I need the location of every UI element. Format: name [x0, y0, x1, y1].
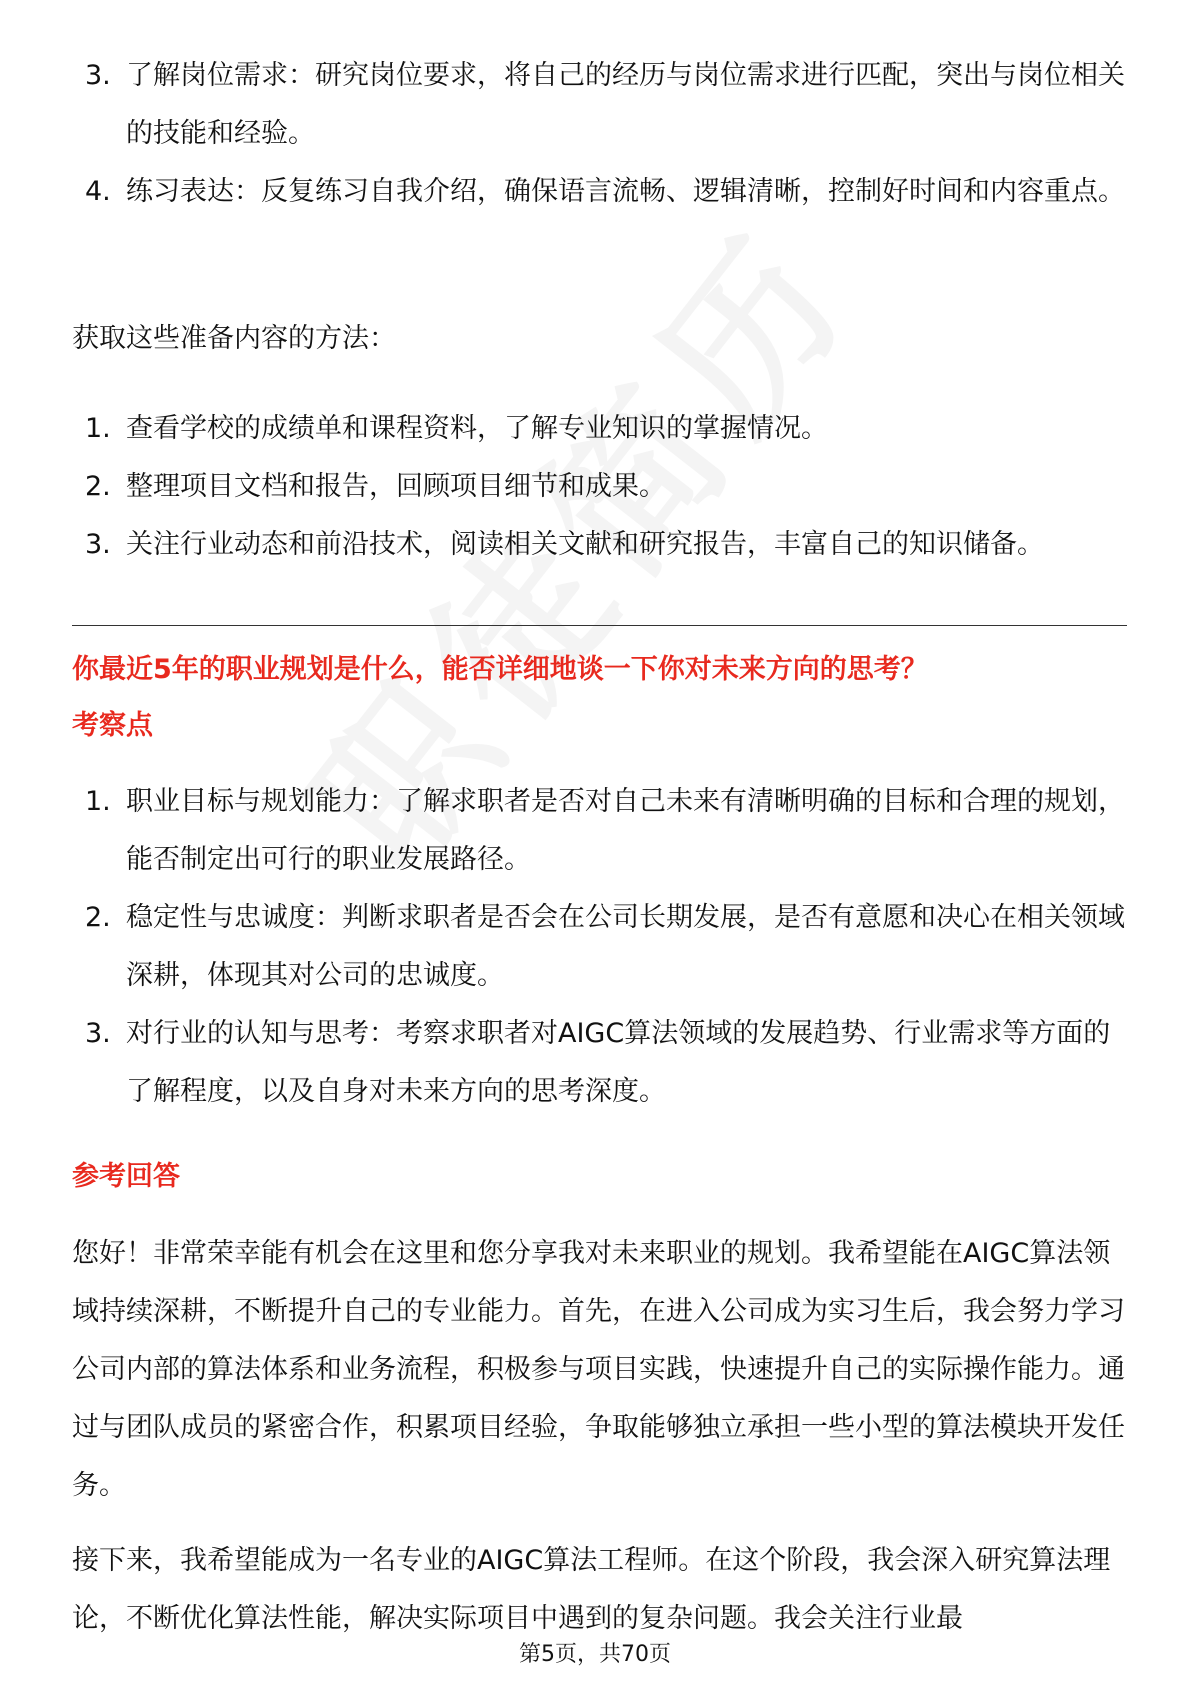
focus-list: [0, 773, 1190, 1121]
preparation-list-continued: [0, 47, 1190, 221]
list-number: 1.: [85, 413, 111, 444]
list-item: [0, 458, 1190, 516]
list-item-text: 查看学校的成绩单和课程资料，了解专业知识的掌握情况。: [126, 413, 828, 444]
methods-list: [0, 400, 1190, 574]
list-item-text: 了解岗位需求：研究岗位要求，将自己的经历与岗位需求进行匹配，突出与岗位相关的技能和经验。: [126, 60, 1125, 149]
list-item: [0, 516, 1190, 574]
methods-heading: 获取这些准备内容的方法：: [72, 323, 396, 354]
list-item-text: 整理项目文档和报告，回顾项目细节和成果。: [126, 471, 666, 502]
answer-paragraph: 接下来，我希望能成为一名专业的AIGC算法工程师。在这个阶段，我会深入研究算法理论，不断优化算法性能，解决实际项目中遇到的复杂问题。我会关注行业最: [72, 1545, 1111, 1634]
list-item: [0, 889, 1190, 1005]
list-item: [0, 163, 1190, 221]
list-item: [0, 1005, 1190, 1121]
list-item: [0, 400, 1190, 458]
list-item-text: 稳定性与忠诚度：判断求职者是否会在公司长期发展，是否有意愿和决心在相关领域深耕，体现其对公司的忠诚度。: [126, 902, 1125, 991]
list-number: 2.: [85, 902, 111, 933]
list-item-text: 关注行业动态和前沿技术，阅读相关文献和研究报告，丰富自己的知识储备。: [126, 529, 1044, 560]
list-number: 4.: [85, 176, 111, 207]
answer-paragraph: 您好！非常荣幸能有机会在这里和您分享我对未来职业的规划。我希望能在AIGC算法领域持续深耕，不断提升自己的专业能力。首先，在进入公司成为实习生后，我会努力学习公司内部的算法体系和业务流程，积极参与项目实践，快速提升自己的实际操作能力。通过与团队成员的紧密合作，积累项目经验，争取能够独立承担一些小型的算法模块开发任务。: [72, 1238, 1125, 1501]
list-number: 3.: [85, 1018, 111, 1049]
question-title: 你最近5年的职业规划是什么，能否详细地谈一下你对未来方向的思考？: [72, 654, 928, 685]
list-item-text: 练习表达：反复练习自我介绍，确保语言流畅、逻辑清晰，控制好时间和内容重点。: [126, 176, 1125, 207]
section-divider: [72, 625, 1127, 626]
focus-heading: 考察点: [72, 710, 153, 741]
list-item-text: 对行业的认知与思考：考察求职者对AIGC算法领域的发展趋势、行业需求等方面的了解程度，以及自身对未来方向的思考深度。: [126, 1018, 1111, 1107]
list-number: 2.: [85, 471, 111, 502]
list-item: [0, 47, 1190, 163]
list-item: [0, 773, 1190, 889]
list-number: 3.: [85, 529, 111, 560]
list-number: 3.: [85, 60, 111, 91]
answer-heading: 参考回答: [72, 1161, 180, 1192]
page-number: 第5页，共70页: [519, 1642, 671, 1667]
list-item-text: 职业目标与规划能力：了解求职者是否对自己未来有清晰明确的目标和合理的规划，能否制定出可行的职业发展路径。: [126, 786, 1125, 875]
list-number: 1.: [85, 786, 111, 817]
